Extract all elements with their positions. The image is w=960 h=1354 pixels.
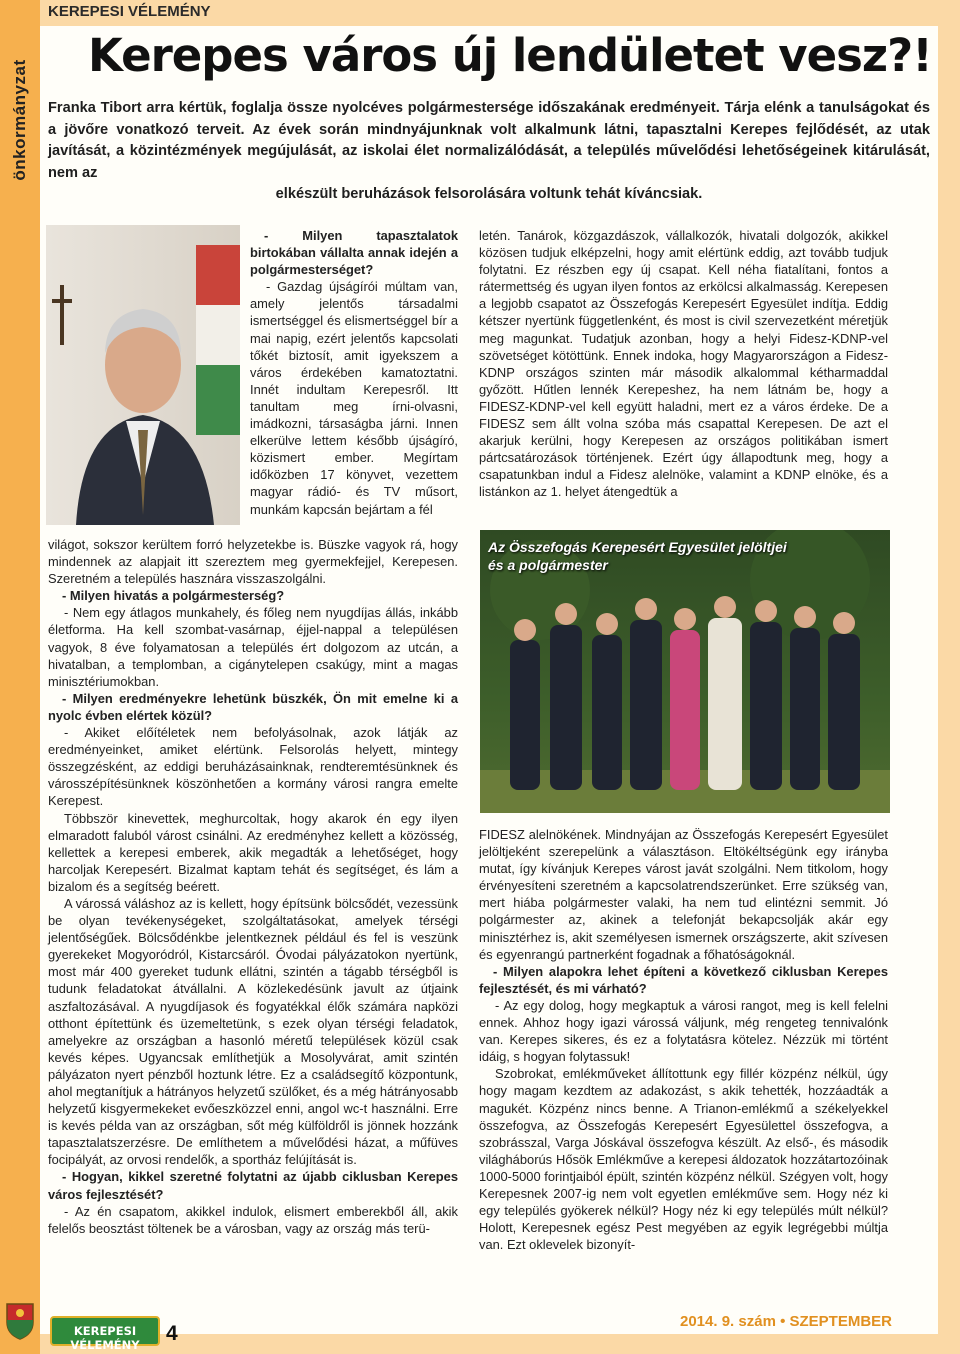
column-a — [48, 536, 458, 1237]
paragraph: - Az egy dolog, hogy megkaptuk a városi rangot, meg is kell felelni ennek. Ahhoz hogy igazi várossá váljunk, még rengeteg tennivalónk van. Kerepes sikeres, és ez a folytatásra kötelez. Nézzük mi történt idáig, s hogyan folytassuk! — [479, 997, 888, 1065]
top-bar — [40, 0, 960, 26]
group-photo-caption: Az Összefogás Kerepesért Egyesület jelöltjei és a polgármester — [488, 539, 787, 573]
headline: Kerepes város új lendületet vesz?! — [88, 29, 932, 82]
sidebar-label: önkormányzat — [10, 59, 29, 181]
paragraph: letén. Tanárok, közgazdászok, vállalkozók, hivatali dolgozók, akikkel közösen tudjuk elképzelni, hogy amit elértünk eddig, azt tovább tudjuk folytatni. Ez részben egy új csapat. Kell néha fiatalítani, fontos a rátermettség és ugyan ilyen fontos az erkölcsi alkalmasság. Kerepesen a legjobb csapatot az Összefogás Kerepesért Egyesület indítja. Eddig kétszer nyertünk függetlenként, és most is civil szervezetként méretjük meg magunkat. Tudatjuk azonban, hogy a helyi Fidesz-KDNP-vel szövetséget kötöttünk. Ennek indoka, hogy Magyarországon a Fidesz-KDNP országos szinten már második alkalommal kétharmaddal győzött. Hűtlen lennék Kerepeshez, ha nem látnám be, hogy a FIDESZ-KDNP-vel kell együtt haladni, mert ez a város érdeke. De a FIDESZ sem állt volna szóba más csapattal Kerepesen. De azt el akarjuk kerülni, hogy Kerepesen az országos politikában ismert pártcsatározások történjenek. Ezért úgy állapodtunk meg, hogy a csapatunkban indul a Fidesz alelnöke, valamint a KDNP elnöke, és a listánkon az 1. helyet átengedtük a — [479, 228, 888, 500]
paragraph: A várossá váláshoz az is kellett, hogy építsünk bölcsődét, vezessünk be olyan tevékenységeket, szolgáltatásokat, amelyek térségi jelentőségűek. Bölcsődénkbe jelentkeznek például és fel is veszünk gyerekeket Mogyoródról, Kistarcsáról. Óvodai pályázatokon nyertünk, most már 400 gyereket tudunk ellátni, szintén a tágabb térségből is tudunk feladatokat átvállalni. A közlekedésünk javult az útjaink aszfaltozásával. A nyugdíjasok és fogyatékkal élők számára napközi otthont építettünk és üzemeltetünk, s ezek olyan térségi feladatok, amelyekre az országban a hasonló méretű települések közül csak kevés képes. Ugyancsak említhetjük a Mosolyvárat, amit szintén pályázaton nyert pénzből hoztunk létre. Ez a családsegítő központunk, ahol megtanítjuk a hátrányos helyzetű szülőket, és a még hátrányosabb helyzetű kisgyermekeket evőeszközzel enni, angol wc-t használni. Erre is kevés példa van az országban, sőt még külföldről is jönnek hozzánk tapasztalatszerzésre. De említhetem a művelődési házat, a műfüves focipályát, az orvosi rendelők, a sportház felújítását is. — [48, 895, 458, 1168]
question-5: - Milyen alapokra lehet építeni a következő ciklusban Kerepes fejlesztését, és mi várható? — [479, 963, 888, 996]
coat-of-arms-icon — [4, 1300, 36, 1340]
paragraph: - Akiket előítéletek nem befolyásolnak, azok látják az eredményeinket, amiket elértünk. Felsorolás helyett, mintegy összegzésként, az eddigi beruházásainknak, rendteremtésünknek és városszépítésünknek köszönhetően a kormány városi rangra emelte Kerepest. — [48, 725, 458, 809]
column-b-top — [479, 227, 888, 501]
footer-badge-label: KEREPESI VÉLEMÉNY — [70, 1324, 140, 1352]
question-2: - Milyen hivatás a polgármesterség? — [62, 588, 285, 604]
column-a-top — [250, 227, 458, 518]
footer-badge — [50, 1316, 160, 1352]
lead-paragraph — [48, 98, 930, 206]
mayor-portrait-photo — [46, 225, 240, 525]
sidebar-strip — [0, 0, 40, 1354]
paragraph: Többször kinevettek, meghurcoltak, hogy akarok én egy ilyen elmaradott faluból várost csinálni. Az eredményhez kellett a közösség, kellettek a kerepesi emberek, akik megadták a lehetőséget, hogy harcoljak Kerepesért. Bizalmat kaptam tehát és segítséget, és lám a bizalom és a segítség beérett. — [48, 810, 458, 894]
lead-text-end: elkészült beruházások felsorolására voltunk tehát kíváncsiak. — [275, 186, 703, 202]
paragraph: - Az én csapatom, akikkel indulok, elismert emberekből áll, akik felelős beosztást töltenek be a városban, vagy az ország más terü- — [48, 1203, 458, 1236]
answer-1: - Gazdag újságírói múltam van, amely jelentős társadalmi ismertséggel és elismertséggel bír a mai napig, ezért jelentős kapcsolati tőkét biztosít, amit igyekszem a város érdekében kamatoztatni. Innét indultam Kerepesről. Itt tanultam meg írni-olvasni, imádkozni, társaságba járni. Innen elkerülve lettem később újságíró, közismert ember. Megírtam időközben 17 könyvet, vezettem magyar rádió- és TV műsort, munkám kapcsán bejártam a fél — [250, 279, 458, 517]
question-3: - Milyen eredményekre lehetünk büszkék, Ön mit emelne ki a nyolc évben elértek közül? — [48, 690, 458, 723]
section-label: KEREPESI VÉLEMÉNY — [48, 3, 211, 20]
paragraph: FIDESZ alelnökének. Mindnyájan az Összefogás Kerepesért Egyesület jelöltjeként szerepelünk a választáson. Eltökéltségünk egy irányba mutat, így kívánjuk Kerepes várost javát szolgálni. Nem titkolom, hogy érvényesíteni szeretném a kapcsolatrendszerünket. Erre szükség van, mert hiába polgármester valaki, ha nem tud elintézni semmit. Jó polgármester az, akinek a telefonját bekapcsolják akár egy minisztérhez is, akit személyesen ismernek országszerte, akit szívesen és egyenrangú partnerként fogadnak a főhatóságoknál. — [479, 827, 888, 962]
question-1: - Milyen tapasztalatok birtokában vállalta annak idején a polgármesterséget? — [250, 228, 458, 278]
page-number: 4 — [166, 1322, 178, 1345]
lead-text: Franka Tibort arra kértük, foglalja össze nyolcéves polgármestersége időszakának eredményeit. Tárja elénk a tanulságokat és a jövőre vonatkozó terveit. Az évek során mindnyájunknak volt alkalmunk látni, tapasztalni Kerepes fejlődését, az utak javítását, a közintézmények megújulását, az iskolai élet normalizálódását, a település művelődési lehetőségeinek kitárulását, nem az — [48, 100, 930, 181]
issue-date: 2014. 9. szám • SZEPTEMBER — [680, 1313, 892, 1330]
question-4: - Hogyan, kikkel szeretné folytatni az újabb ciklusban Kerepes város fejlesztését? — [48, 1169, 458, 1202]
paragraph: világot, sokszor kerültem forró helyzetekbe is. Büszke vagyok rá, hogy mindennek az alapjait itt szereztem meg gyermekfejjel, Kerepesen. Szeretném a település hasznára visszaszolgálni. — [48, 537, 458, 587]
group-photo — [480, 530, 890, 813]
column-b — [479, 826, 888, 1253]
paragraph: - Nem egy átlagos munkahely, és főleg nem nyugdíjas állás, inkább életforma. Ha kell szombat-vasárnap, éjjel-nappal a településen vagyok, 8 éve folyamatosan a település ért dolgozom az utcán, a hivatalban, a templomban, a cigánytelepen csakúgy, mint a magas minisztériumokban. — [48, 605, 458, 689]
paragraph: Szobrokat, emlékműveket állítottunk egy fillér közpénz nélkül, úgy hogy magam kezdtem az adakozást, s akik tehették, hozzáadták a magukét. Közpénz nincs benne. A Trianon-emlékmű a székelyekkel összefogva, az Összefogás Kerepesért Egyesülettel összefogva, a szobrásszal, Varga Jóskával összefogva készült. Az első-, és második világháborús Hősök Emlékműve a kerepesi áldozatok hozzátartozóinak 1000-5000 forintjaiból épült, szintén közpénz nélkül. Szégyen volt, hogy Kerepesnek 2007-ig nem volt egyetlen emlékműve sem. Hogy néz ki egy település gyökerek nélkül? Hogy néz ki egy település múlt nélkül? Holott, Kerepesnek egész Pest megyében az egyik legrégebbi múltja van. Ezt oklevelek bizonyít- — [479, 1066, 888, 1253]
